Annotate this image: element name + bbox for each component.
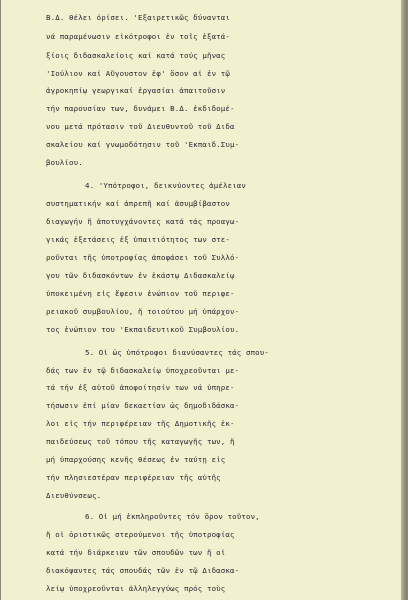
text-line: διακόψαντες τάς σπουδάς τῶν ἐν τῷ Διδασκα- [46, 566, 240, 576]
text-line: νά παραμένωσιν εἰκότροφοι ἐν τοῖς ἐξατά- [46, 31, 230, 41]
text-line: τά τήν ἐξ αὐτοῦ ἀποφοίτησίν των νά ὑπηρε- [46, 383, 235, 393]
text-line: σκαλείου καί γνωμοδότησιν τοῦ 'Εκπαιδ.Συμ- [46, 140, 240, 150]
text-line: λοι εἰς τήν περιφέρειαν τῆς Δημοτικῆς ἐκ- [46, 419, 235, 429]
text-line: ὑποκειμένη εἰς ἔφεσιν ἐνώπιον τοῦ περιφε- [46, 288, 235, 298]
text-line: τήν πλησιεστέραν περιφέρειαν τῆς αὐτῆς [46, 473, 221, 482]
text-line: 6. Οἱ μή ἐκπληροῦντες τόν ὅρον τοῦτον, [85, 512, 260, 522]
text-line: τήσωσιν ἐπί μίαν δεκαετίαν ὡς δημοδιδάσκα- [46, 401, 240, 411]
text-line: ροῦνται τῆς ὑποτροφίας ἀποφάσει τοῦ Συλλό- [46, 252, 240, 262]
text-line: γου τῶν διδασκόντων ἐν ἑκάστῳ Διδασκαλείῳ [46, 270, 235, 280]
text-line: διαγωγήν ἤ ἀποτυγχάνοντες κατά τάς προαγω- [46, 217, 240, 226]
text-line: Διευθύνσεως. [46, 491, 102, 500]
text-line: συστηματικήν καί ἀπρεπῆ καί ἀσυμβίβαστον [46, 199, 230, 209]
text-line: μή ὑπαρχούσης κενῆς θέσεως ἐν ταύτῃ εἰς [46, 455, 226, 465]
text-line: 5. Οἱ ὡς ὑπότροφοι διανύσαντες τάς σπου- [85, 347, 269, 357]
text-line: 'Ιούλιον καί Αὔγουστον ἐφ' ὅσον αἱ ἐν τῷ [46, 68, 230, 78]
text-line: τος ἐνώπιον του 'Εκπαιδευτικοῦ Συμβουλίου. [46, 324, 240, 334]
typed-page [1, 0, 401, 600]
text-line: λείῳ ὑποχρεοῦνται ἀλληλεγγύως πρός τοὺς [46, 584, 226, 593]
text-line: ἀγροκηπίῳ γεωργικαί ἐργασίαι ἀπαιτοῦσιν [46, 86, 226, 96]
text-line: ξίοις διδασκαλείοις καί κατά τούς μῆνας [46, 50, 226, 60]
text-line: ἤ οἱ ὁριστικῶς στερούμενοι τῆς ὑποτροφίας [46, 530, 235, 540]
text-line: κατά τήν διάρκειαν τῶν σπουδῶν των ἤ οἱ [46, 548, 226, 558]
text-line: Β.Δ. θέλει όρίσει. 'Εξαιρετικῶς δύνανται [46, 13, 230, 22]
text-line: βουλίου. [46, 158, 83, 168]
text-line: νου μετά πρότασιν τοῦ Διευθυντοῦ τοῦ Διδα [46, 122, 235, 132]
text-line: τήν παρουσίαν των, δυνάμει Β.Δ. ἐκδιδομέ- [46, 104, 235, 114]
text-line: γικάς ἐξετάσεις ἐξ ὑπαιτιότητος των στε- [46, 234, 230, 244]
text-line: δάς των ἐν τῷ διδασκαλείῳ ὑποχρεοῦνται με- [46, 365, 240, 375]
text-line: παιδεύσεως τοῦ τόπου τῆς καταγωγῆς των, ἤ [46, 437, 235, 447]
text-line: 4. 'Υπότροφοι, δεικνύοντες ἀμέλειαν [85, 181, 246, 191]
text-line: ρειακοῦ συμβουλίου, ἤ τοιούτου μή ὑπάρχον- [46, 306, 240, 316]
